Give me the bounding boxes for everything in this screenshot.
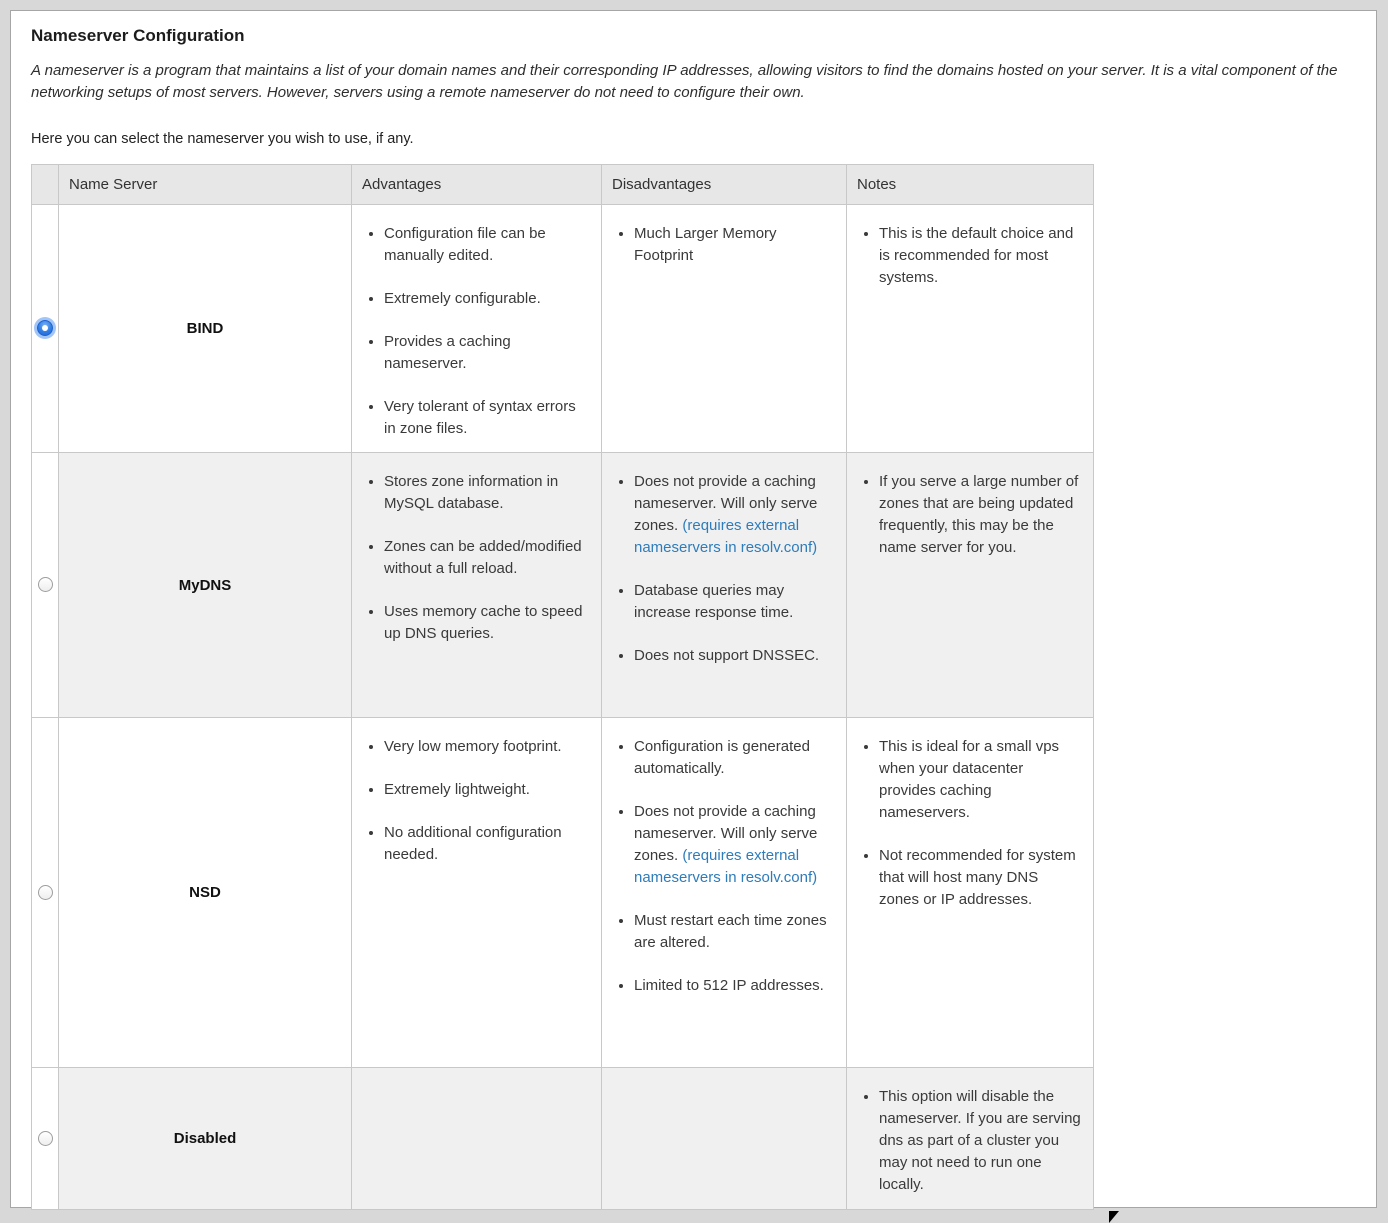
bullet-item: • Provides a caching nameserver. xyxy=(384,331,589,375)
nsd-disadvantages-cell xyxy=(602,718,847,1068)
bullet-item: • This is the default choice and is recommended for most systems. xyxy=(879,223,1081,289)
notes-list xyxy=(855,1086,1081,1196)
mydns-name-label: MyDNS xyxy=(59,453,352,718)
bind-name-label: BIND xyxy=(59,205,352,453)
bullet-item: • This is ideal for a small vps when your datacenter provides caching nameservers. xyxy=(879,736,1081,824)
bullet-item: • Must restart each time zones are altered. xyxy=(634,910,834,954)
bullet-item: • This option will disable the nameserver. If you are serving dns as part of a cluster you may not need to run one locally. xyxy=(879,1086,1081,1196)
column-header-disadvantages: Disadvantages xyxy=(602,165,847,205)
bullet-text: Does not provide a caching nameserver. Will only serve zones. xyxy=(634,803,818,864)
bullet-item: • Stores zone information in MySQL database. xyxy=(384,471,589,515)
nsd-advantages-cell xyxy=(352,718,602,1068)
disadvantages-list xyxy=(610,471,834,667)
resolv-conf-link[interactable]: (requires external nameservers in resolv.conf) xyxy=(634,517,818,556)
nsd-radio-cell xyxy=(32,718,59,1068)
advantages-list xyxy=(360,736,589,866)
bullet-item: • Uses memory cache to speed up DNS queries. xyxy=(384,601,589,645)
mydns-disadvantages-cell xyxy=(602,453,847,718)
bullet-item xyxy=(634,801,834,889)
bullet-item: • Limited to 512 IP addresses. xyxy=(634,975,834,997)
bullet-item: • Configuration file can be manually edited. xyxy=(384,223,589,267)
bullet-item: • Much Larger Memory Footprint xyxy=(634,223,834,267)
bullet-item: • Extremely lightweight. xyxy=(384,779,589,801)
table-body xyxy=(32,205,1094,1210)
bullet-item: • Database queries may increase response time. xyxy=(634,580,834,624)
table-row-nsd xyxy=(32,718,1094,1068)
mydns-radio-cell xyxy=(32,453,59,718)
mydns-radio-button[interactable] xyxy=(38,577,53,592)
nsd-notes-cell xyxy=(847,718,1094,1068)
advantages-list xyxy=(360,471,589,645)
bind-notes-cell xyxy=(847,205,1094,453)
column-header-name-server: Name Server xyxy=(59,165,352,205)
table-row-bind xyxy=(32,205,1094,453)
nameserver-table xyxy=(31,164,1094,1210)
bullet-item: • If you serve a large number of zones that are being updated frequently, this may be the name server for you. xyxy=(879,471,1081,559)
bullet-item: • Extremely configurable. xyxy=(384,288,589,310)
bullet-item: • Very low memory footprint. xyxy=(384,736,589,758)
table-row-disabled xyxy=(32,1068,1094,1210)
bind-advantages-cell xyxy=(352,205,602,453)
disabled-notes-cell xyxy=(847,1068,1094,1210)
bullet-item xyxy=(634,471,834,559)
bind-radio-button[interactable] xyxy=(37,320,53,336)
disabled-radio-cell xyxy=(32,1068,59,1210)
bullet-item: • Does not support DNSSEC. xyxy=(634,645,834,667)
bullet-item: • Zones can be added/modified without a full reload. xyxy=(384,536,589,580)
notes-list xyxy=(855,471,1081,559)
bullet-text: Does not provide a caching nameserver. Will only serve zones. xyxy=(634,473,818,534)
radio-column-header xyxy=(32,165,59,205)
bind-disadvantages-cell xyxy=(602,205,847,453)
resolv-conf-link[interactable]: (requires external nameservers in resolv.conf) xyxy=(634,847,818,886)
disabled-disadvantages-cell xyxy=(602,1068,847,1210)
nsd-name-label: NSD xyxy=(59,718,352,1068)
mydns-notes-cell xyxy=(847,453,1094,718)
page-instruction: Here you can select the nameserver you wish to use, if any. xyxy=(31,131,414,147)
nsd-radio-button[interactable] xyxy=(38,885,53,900)
column-header-notes: Notes xyxy=(847,165,1094,205)
table-header-row xyxy=(32,165,1094,205)
nameserver-configuration-panel xyxy=(10,10,1377,1208)
advantages-list xyxy=(360,223,589,440)
column-header-advantages: Advantages xyxy=(352,165,602,205)
mydns-advantages-cell xyxy=(352,453,602,718)
bind-radio-cell xyxy=(32,205,59,453)
disabled-radio-button[interactable] xyxy=(38,1131,53,1146)
notes-list xyxy=(855,223,1081,289)
bullet-item: • No additional configuration needed. xyxy=(384,822,589,866)
header-row xyxy=(32,165,1094,205)
table-row-mydns xyxy=(32,453,1094,718)
disadvantages-list xyxy=(610,736,834,997)
cursor-artifact xyxy=(1109,1211,1119,1223)
disadvantages-list xyxy=(610,223,834,267)
bullet-item: • Configuration is generated automatically. xyxy=(634,736,834,780)
page-title: Nameserver Configuration xyxy=(31,26,245,45)
page-description: A nameserver is a program that maintains a list of your domain names and their corresponding IP addresses, allowing visitors to find the domains hosted on your server. It is a vital component of the networking setups of most servers. However, servers using a remote nameserver do not need to configure their own. xyxy=(31,62,1338,101)
notes-list xyxy=(855,736,1081,911)
bullet-item: • Not recommended for system that will host many DNS zones or IP addresses. xyxy=(879,845,1081,911)
disabled-advantages-cell xyxy=(352,1068,602,1210)
bullet-item: • Very tolerant of syntax errors in zone files. xyxy=(384,396,589,440)
disabled-name-label: Disabled xyxy=(59,1068,352,1210)
